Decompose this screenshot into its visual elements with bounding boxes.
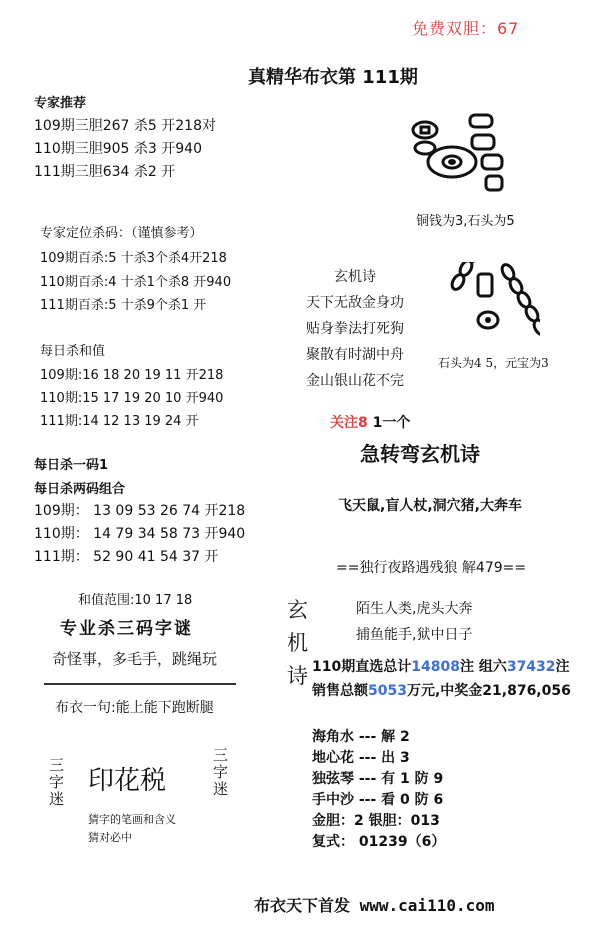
footer-text: 布衣天下首发 www.cai110.com [254, 896, 495, 915]
follow-prefix: 关注8 [330, 415, 368, 431]
follow-suffix: 1一个 [367, 415, 411, 431]
poem-line-1: 天下无敌金身功 [306, 295, 404, 311]
sales-total-value: 5053 [368, 683, 407, 699]
position-kill-heading: 专家定位杀码：（谨慎参考） [40, 226, 203, 241]
sum-kill-heading: 每日杀和值 [40, 344, 106, 359]
poem-heading: 玄机诗 [334, 269, 376, 285]
three-riddle-hint1: 猜字的笔画和含义 [88, 813, 176, 826]
sales-group6-label: 注 组六 [459, 659, 507, 675]
hint-line-3: 独弦琴 --- 有 1 防 9 [312, 771, 444, 787]
sales-line-1 [312, 656, 570, 676]
sales-group6-count: 37432 [506, 659, 556, 675]
coins-stones-image [410, 100, 520, 200]
kill-two-line-109: 109期： 13 09 53 26 74 开218 [34, 503, 246, 519]
sales-total-label: 销售总额 [312, 683, 368, 699]
position-kill-line-110: 110期百杀:4 十杀1个杀8 开940 [40, 275, 232, 290]
riddle-heading: 专业杀三码字谜 [60, 619, 193, 639]
hint-line-4: 手中沙 --- 看 0 防 6 [312, 792, 444, 808]
combo-line: 复式： 01239（6） [312, 834, 446, 850]
kill-two-line-110: 110期： 14 79 34 58 73 开940 [34, 526, 246, 542]
xuanji-char-3: 诗 [287, 664, 308, 688]
kill-two-heading: 每日杀两码组合 [34, 482, 126, 497]
expert-line-111: 111期三胆634 杀2 开 [34, 164, 176, 180]
xuanji-char-1: 玄 [287, 598, 308, 622]
sales-unit: 注 [555, 659, 570, 675]
free-pair-text: 免费双胆：67 [412, 19, 520, 38]
stones-ingots-image [440, 262, 540, 352]
position-kill-line-109: 109期百杀:5 十杀3个杀4开218 [40, 251, 227, 266]
xuanji-line-1: 陌生人类,虎头大奔 [356, 601, 473, 617]
position-kill-line-111: 111期百杀:5 十杀9个杀1 开 [40, 298, 207, 313]
page-title: 真精华布衣第 111期 [248, 67, 418, 88]
sales-direct-count: 14808 [411, 659, 460, 675]
kill-one-text: 每日杀一码1 [34, 458, 109, 473]
expert-line-109: 109期三胆267 杀5 开218对 [34, 118, 216, 134]
three-riddle-main: 印花税 [88, 766, 167, 796]
poem-line-2: 贴身拳法打死狗 [306, 321, 404, 337]
poem-line-4: 金山银山花不完 [306, 373, 404, 389]
poem-line-3: 聚散有时湖中舟 [306, 347, 404, 363]
one-sentence-text: 布衣一句:能上能下跑断腿 [55, 700, 214, 716]
curve-line: 飞天鼠,盲人杖,洞穴猪,大奔车 [338, 498, 522, 514]
three-riddle-right: 三字迷 [211, 747, 229, 798]
hint-line-2: 地心花 --- 出 3 [312, 750, 410, 766]
hint-line-1: 海角水 --- 解 2 [312, 729, 410, 745]
sum-kill-line-110: 110期:15 17 19 20 10 开940 [40, 391, 224, 406]
sum-kill-line-111: 111期:14 12 13 19 24 开 [40, 414, 199, 429]
curve-title: 急转弯玄机诗 [360, 442, 480, 466]
lone-wolf-line: ==独行夜路遇残狼 解479== [336, 560, 527, 576]
stones-ingots-caption: 石头为4 5，元宝为3 [438, 356, 549, 370]
divider-line [44, 683, 236, 685]
xuanji-line-2: 捕鱼能手,狱中日子 [356, 627, 473, 643]
coins-stones-caption: 铜钱为3,石头为5 [416, 214, 515, 229]
xuanji-char-2: 机 [287, 631, 308, 655]
sales-direct-label: 110期直选总计 [312, 659, 412, 675]
three-riddle-hint2: 猜对必中 [88, 831, 132, 844]
riddle-text: 奇怪事，多毛手，跳绳玩 [52, 650, 218, 668]
expert-heading: 专家推荐 [34, 96, 87, 111]
kill-two-line-111: 111期： 52 90 41 54 37 开 [34, 549, 219, 565]
sum-kill-line-109: 109期:16 18 20 19 11 开218 [40, 368, 224, 383]
sales-prize-text: 万元,中奖金21,876,056 [406, 683, 571, 699]
three-riddle-left: 三字迷 [47, 757, 65, 808]
expert-line-110: 110期三胆905 杀3 开940 [34, 141, 202, 157]
sum-range-text: 和值范围:10 17 18 [78, 593, 193, 608]
sales-line-2 [312, 680, 571, 700]
gold-silver-line: 金胆：2 银胆：013 [312, 813, 440, 829]
